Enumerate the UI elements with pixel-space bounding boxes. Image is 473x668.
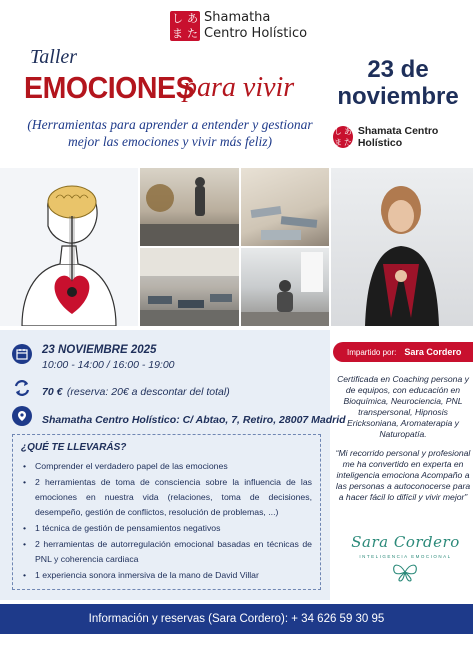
- speaker-photo: [331, 168, 473, 326]
- signature-subtitle: INTELIGENCIA EMOCIONAL: [359, 554, 452, 559]
- event-location: Shamatha Centro Holístico: C/ Abtao, 7, Retiro, 28007 Madrid: [42, 414, 346, 426]
- refresh-icon: [12, 378, 32, 398]
- brand-logo-small: [333, 125, 473, 149]
- taller-label: Taller: [30, 46, 78, 68]
- takeaway-item: • Comprender el verdadero papel de las emociones: [21, 459, 312, 474]
- butterfly-icon: [391, 562, 419, 582]
- subtitle: (Herramientas para aprender a entender y gestionar mejor las emociones y vivir más feliz): [27, 117, 313, 149]
- price: 70 €: [42, 386, 63, 398]
- contact-footer: [0, 604, 473, 634]
- contact-text[interactable]: Información y reservas (Sara Cordero): + 34 626 59 30 95: [88, 613, 385, 625]
- date-row: [12, 344, 175, 371]
- brand-name-line1: Shamatha: [204, 10, 271, 25]
- takeaways-heading: ¿QUÉ TE LLEVARÁS?: [21, 442, 127, 453]
- title-bold: EMOCIONES: [24, 70, 195, 105]
- logo-glyph: ま: [333, 138, 342, 147]
- takeaway-item: • 1 experiencia sonora inmersiva de la mano de David Villar: [21, 568, 312, 583]
- instructor-label: Impartido por:: [347, 347, 397, 357]
- brand-name: [204, 10, 307, 42]
- room-photo-meditation: [241, 248, 329, 326]
- event-date: 23 NOVIEMBRE 2025: [42, 344, 157, 356]
- event-times: 10:00 - 14:00 / 16:00 - 19:00: [42, 359, 175, 371]
- instructor-panel: [333, 330, 473, 600]
- room-photo-group: [140, 248, 239, 326]
- date-line2: noviembre: [337, 83, 459, 110]
- takeaway-item: • 1 técnica de gestión de pensamientos negativos: [21, 521, 312, 536]
- brand-logo-mark: [170, 11, 200, 41]
- instructor-quote: “Mi recorrido personal y profesional me ha convertido en experta en inteligencia emociona Acompaño a las personas a autoconocerse para a hacer fácil lo difícil y vivir mejor”: [335, 448, 471, 502]
- logo-glyph: た: [343, 138, 352, 147]
- location-pin-icon: [12, 406, 32, 426]
- brand-logo-mark-small: [333, 126, 353, 148]
- calendar-icon: [12, 344, 32, 364]
- price-row: [12, 378, 230, 400]
- title-script: para vivir: [183, 72, 295, 103]
- takeaway-item: • 2 herramientas de toma de consciencia sobre la influencia de las emociones en nuestra vida (relaciones, toma de decisiones, desempeño, gestión de conflictos, resolución de problemas, ...): [21, 475, 312, 520]
- instructor-badge: [333, 342, 473, 362]
- price-note: (reserva: 20€ a descontar del total): [66, 386, 230, 398]
- logo-glyph: あ: [343, 127, 352, 136]
- signature-name: Sara Cordero: [351, 533, 460, 551]
- logo-glyph: し: [172, 12, 183, 25]
- takeaways-list: [21, 459, 312, 583]
- event-date-headline: [333, 56, 463, 110]
- location-row: [12, 406, 346, 428]
- takeaway-item: • 2 herramientas de autorregulación emocional basadas en técnicas de PNL y coherencia cardiaca: [21, 537, 312, 567]
- heart-guitar-illustration: [0, 168, 138, 326]
- logo-glyph: し: [333, 127, 342, 136]
- photo-strip: [0, 168, 473, 326]
- room-photo-gong: [140, 168, 239, 246]
- instructor-bio: Certificada en Coaching persona y de equipos, con educación en Bioquímica, Neurociencia, PNL transpersonal, Hipnosis Ericksoniana, Aromaterapia y Naturopatía.: [337, 374, 469, 439]
- logo-glyph: ま: [172, 27, 183, 40]
- logo-glyph: た: [187, 27, 198, 40]
- date-line1: 23 de: [367, 56, 429, 83]
- instructor-name: Sara Cordero: [404, 347, 462, 357]
- brand-name-right: Shamata Centro Holístico: [357, 125, 439, 149]
- logo-glyph: あ: [187, 12, 198, 25]
- brand-name-line2: Centro Holístico: [204, 26, 308, 41]
- takeaways-box: [12, 434, 321, 590]
- brand-logo: [170, 10, 307, 42]
- room-photo-mats: [241, 168, 329, 246]
